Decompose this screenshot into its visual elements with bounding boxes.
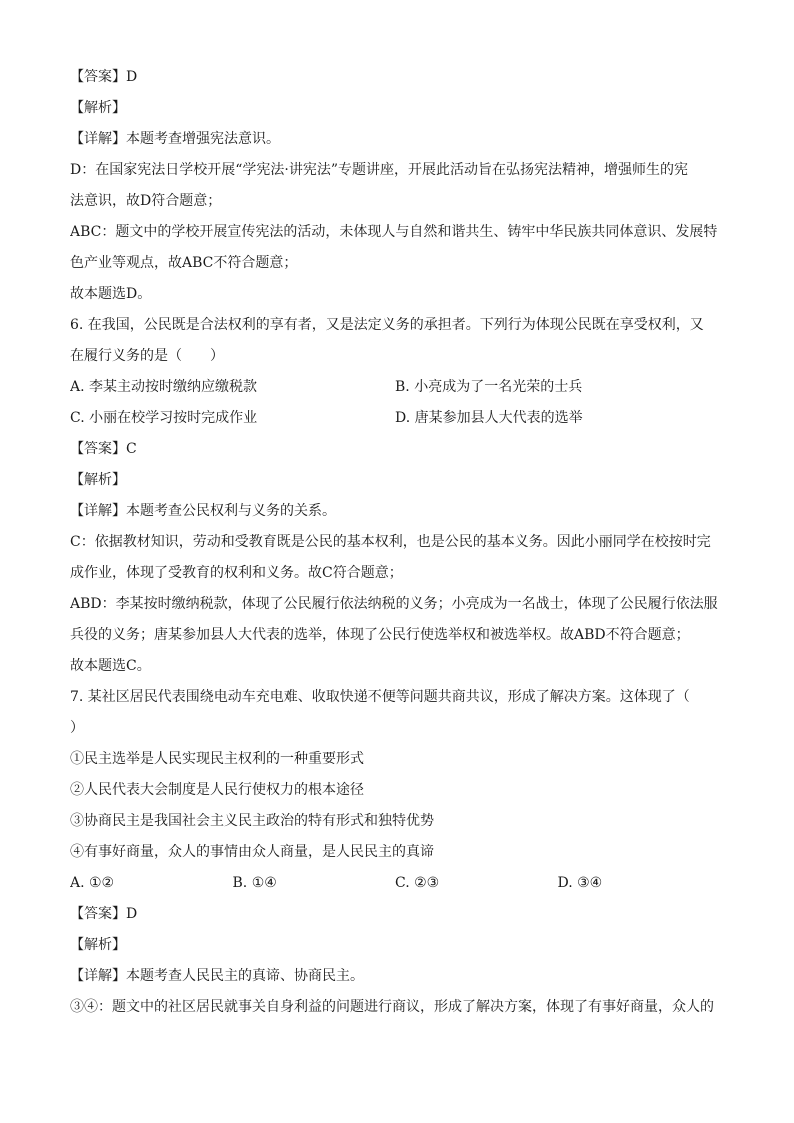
q6-explanation-abd-line2: 兵役的义务；唐某参加县人大代表的选举，体现了公民行使选举权和被选举权。故ABD不符合题意； xyxy=(70,627,690,643)
q5-answer: 【答案】D xyxy=(70,69,138,85)
q6-option-a: A. 李某主动按时缴纳应缴税款 xyxy=(70,379,258,395)
q7-stem-line2: ） xyxy=(70,720,84,736)
q6-option-b: B. 小亮成为了一名光荣的士兵 xyxy=(395,379,583,395)
q6-conclusion: 故本题选C。 xyxy=(70,658,151,674)
q5-detail: 【详解】本题考查增强宪法意识。 xyxy=(70,131,280,147)
q7-option-c: C. ②③ xyxy=(395,875,440,891)
q6-answer: 【答案】C xyxy=(70,441,137,457)
q7-statement-4: ④有事好商量，众人的事情由众人商量，是人民民主的真谛 xyxy=(70,844,434,860)
q7-options-row xyxy=(70,868,720,899)
q6-explanation-c-line1: C：依据教材知识，劳动和受教育既是公民的基本权利，也是公民的基本义务。因此小丽同学在校按时完 xyxy=(70,534,711,550)
q6-option-c: C. 小丽在校学习按时完成作业 xyxy=(70,410,258,426)
q7-detail: 【详解】本题考查人民民主的真谛、协商民主。 xyxy=(70,968,364,984)
q6-analysis-heading: 【解析】 xyxy=(70,472,126,488)
q7-analysis-heading: 【解析】 xyxy=(70,937,126,953)
q6-options-row2 xyxy=(70,403,720,434)
document-page xyxy=(70,62,720,1023)
q7-option-d: D. ③④ xyxy=(557,875,603,891)
q5-explanation-d-line1: D：在国家宪法日学校开展“学宪法·讲宪法”专题讲座，开展此活动旨在弘扬宪法精神，增强师生的宪 xyxy=(70,162,688,178)
q7-statement-1: ①民主选举是人民实现民主权利的一种重要形式 xyxy=(70,751,364,767)
q6-option-d: D. 唐某参加县人大代表的选举 xyxy=(395,410,583,426)
q7-statement-2: ②人民代表大会制度是人民行使权力的根本途径 xyxy=(70,782,364,798)
q5-analysis-heading: 【解析】 xyxy=(70,100,126,116)
q6-explanation-c-line2: 成作业，体现了受教育的权利和义务。故C符合题意； xyxy=(70,565,403,581)
q7-answer: 【答案】D xyxy=(70,906,138,922)
q6-detail: 【详解】本题考查公民权利与义务的关系。 xyxy=(70,503,336,519)
q7-stem-line1: 7. 某社区居民代表围绕电动车充电难、收取快递不便等问题共商共议，形成了解决方案。这体现了（ xyxy=(70,689,690,705)
q6-options-row1 xyxy=(70,372,720,403)
q7-explanation-line1: ③④：题文中的社区居民就事关自身利益的问题进行商议，形成了解决方案，体现了有事好商量，众人的 xyxy=(70,999,714,1015)
q5-explanation-abc-line2: 色产业等观点，故ABC不符合题意； xyxy=(70,255,298,271)
q5-explanation-d-line2: 法意识，故D符合题意； xyxy=(70,193,222,209)
q6-stem-line2: 在履行义务的是（ ） xyxy=(70,348,224,364)
q7-statement-3: ③协商民主是我国社会主义民主政治的特有形式和独特优势 xyxy=(70,813,434,829)
q6-stem-line1: 6. 在我国，公民既是合法权利的享有者，又是法定义务的承担者。下列行为体现公民既在享受权利，又 xyxy=(70,317,704,333)
q7-option-a: A. ①② xyxy=(70,875,115,891)
q5-explanation-abc-line1: ABC：题文中的学校开展宣传宪法的活动，未体现人与自然和谐共生、铸牢中华民族共同体意识、发展特 xyxy=(70,224,718,240)
q6-explanation-abd-line1: ABD：李某按时缴纳税款，体现了公民履行依法纳税的义务；小亮成为一名战士，体现了公民履行依法服 xyxy=(70,596,718,612)
q5-conclusion: 故本题选D。 xyxy=(70,286,152,302)
q7-option-b: B. ①④ xyxy=(232,875,277,891)
